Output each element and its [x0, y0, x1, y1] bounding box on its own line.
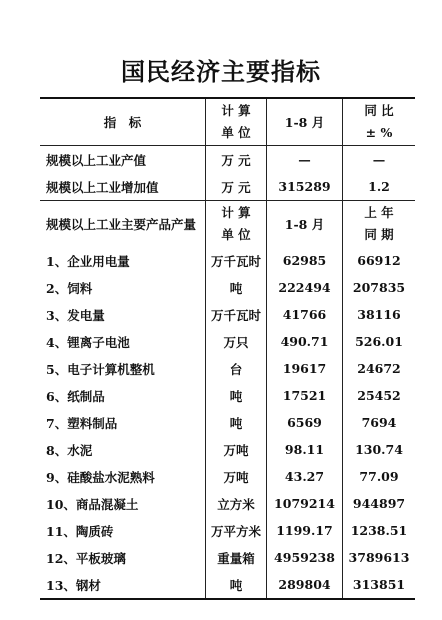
row-unit: 吨 [206, 409, 267, 436]
table-row [40, 409, 415, 436]
row-prior: 3789613 [343, 544, 416, 571]
row-value: 289804 [267, 571, 343, 599]
row-prior: 24672 [343, 355, 416, 382]
row-unit: 万平方米 [206, 517, 267, 544]
row-name: 13、钢材 [40, 571, 206, 599]
page-title: 国民经济主要指标 [121, 57, 321, 86]
products-header-prior [343, 201, 416, 248]
table-row [40, 146, 415, 174]
row-name: 7、塑料制品 [46, 415, 118, 431]
products-header-name: 规模以上工业主要产品产量 [40, 201, 206, 248]
row-value: 222494 [267, 274, 343, 301]
table-row [40, 517, 415, 544]
row-prior: 77.09 [343, 463, 416, 490]
products-header-prior-line2: 同 期 [364, 227, 394, 242]
header-yoy [343, 98, 416, 146]
products-header-row [40, 201, 415, 248]
row-value: 41766 [267, 301, 343, 328]
row-name: 11、陶质砖 [46, 523, 114, 539]
row-name: 4、锂离子电池 [46, 334, 130, 350]
row-name: 2、饲料 [46, 280, 93, 296]
row-name: 6、纸制品 [46, 388, 105, 404]
header-yoy-line1: 同 比 [364, 103, 394, 118]
header-yoy-line2: ± % [365, 125, 393, 140]
row-value: 490.71 [267, 328, 343, 355]
table-row [40, 571, 415, 599]
table-row [40, 328, 415, 355]
row-unit: 万只 [206, 328, 267, 355]
indicators-table [40, 97, 415, 600]
row-value: 98.11 [267, 436, 343, 463]
row-value: 1199.17 [267, 517, 343, 544]
row-value: 4959238 [267, 544, 343, 571]
row-prior: 7694 [343, 409, 416, 436]
row-value: 1079214 [267, 490, 343, 517]
table-row [40, 382, 415, 409]
header-period: 1-8 月 [267, 98, 343, 146]
row-value: 19617 [267, 355, 343, 382]
products-header-prior-line1: 上 年 [364, 205, 394, 220]
row-name: 12、平板玻璃 [46, 550, 126, 566]
row-unit: 万千瓦时 [206, 247, 267, 274]
row-prior: 38116 [343, 301, 416, 328]
table-row [40, 247, 415, 274]
row-prior: 944897 [343, 490, 416, 517]
table-row [40, 274, 415, 301]
row-name: 3、发电量 [46, 307, 105, 323]
row-prior: 1238.51 [343, 517, 416, 544]
row-unit: 万 元 [206, 173, 267, 201]
table-row [40, 355, 415, 382]
table-row [40, 463, 415, 490]
row-prior: 313851 [343, 571, 416, 599]
table-row [40, 301, 415, 328]
row-prior: 66912 [343, 247, 416, 274]
products-header-period: 1-8 月 [267, 201, 343, 248]
row-prior: 130.74 [343, 436, 416, 463]
row-prior: 526.01 [343, 328, 416, 355]
row-prior: 207835 [343, 274, 416, 301]
products-header-unit-line2: 单 位 [221, 227, 251, 242]
row-name: 8、水泥 [46, 442, 93, 458]
row-value: 315289 [267, 173, 343, 201]
row-value: 62985 [267, 247, 343, 274]
row-name: 10、商品混凝土 [46, 496, 139, 512]
row-unit: 万 元 [206, 146, 267, 174]
row-name: 规模以上工业增加值 [46, 179, 159, 195]
row-unit: 万吨 [206, 463, 267, 490]
header-unit-line2: 单 位 [221, 125, 251, 140]
header-unit-line1: 计 算 [221, 103, 251, 118]
row-prior: 25452 [343, 382, 416, 409]
row-yoy: 1.2 [343, 173, 416, 201]
row-name: 1、企业用电量 [46, 253, 130, 269]
table-row [40, 436, 415, 463]
table-row [40, 173, 415, 201]
row-name: 5、电子计算机整机 [46, 361, 155, 377]
row-value: 43.27 [267, 463, 343, 490]
row-unit: 万千瓦时 [206, 301, 267, 328]
row-unit: 重量箱 [206, 544, 267, 571]
products-header-unit-line1: 计 算 [221, 205, 251, 220]
table-row [40, 544, 415, 571]
table-row [40, 490, 415, 517]
row-unit: 吨 [206, 382, 267, 409]
row-unit: 万吨 [206, 436, 267, 463]
row-value: 6569 [267, 409, 343, 436]
row-unit: 立方米 [206, 490, 267, 517]
row-value: — [267, 146, 343, 174]
header-indicator: 指 标 [40, 98, 206, 146]
row-unit: 吨 [206, 274, 267, 301]
products-header-unit [206, 201, 267, 248]
row-name: 规模以上工业产值 [46, 152, 147, 168]
table-header-row [40, 98, 415, 146]
row-unit: 台 [206, 355, 267, 382]
row-unit: 吨 [206, 571, 267, 599]
row-yoy: — [343, 146, 416, 174]
row-name: 9、硅酸盐水泥熟料 [46, 469, 155, 485]
row-value: 17521 [267, 382, 343, 409]
header-unit [206, 98, 267, 146]
